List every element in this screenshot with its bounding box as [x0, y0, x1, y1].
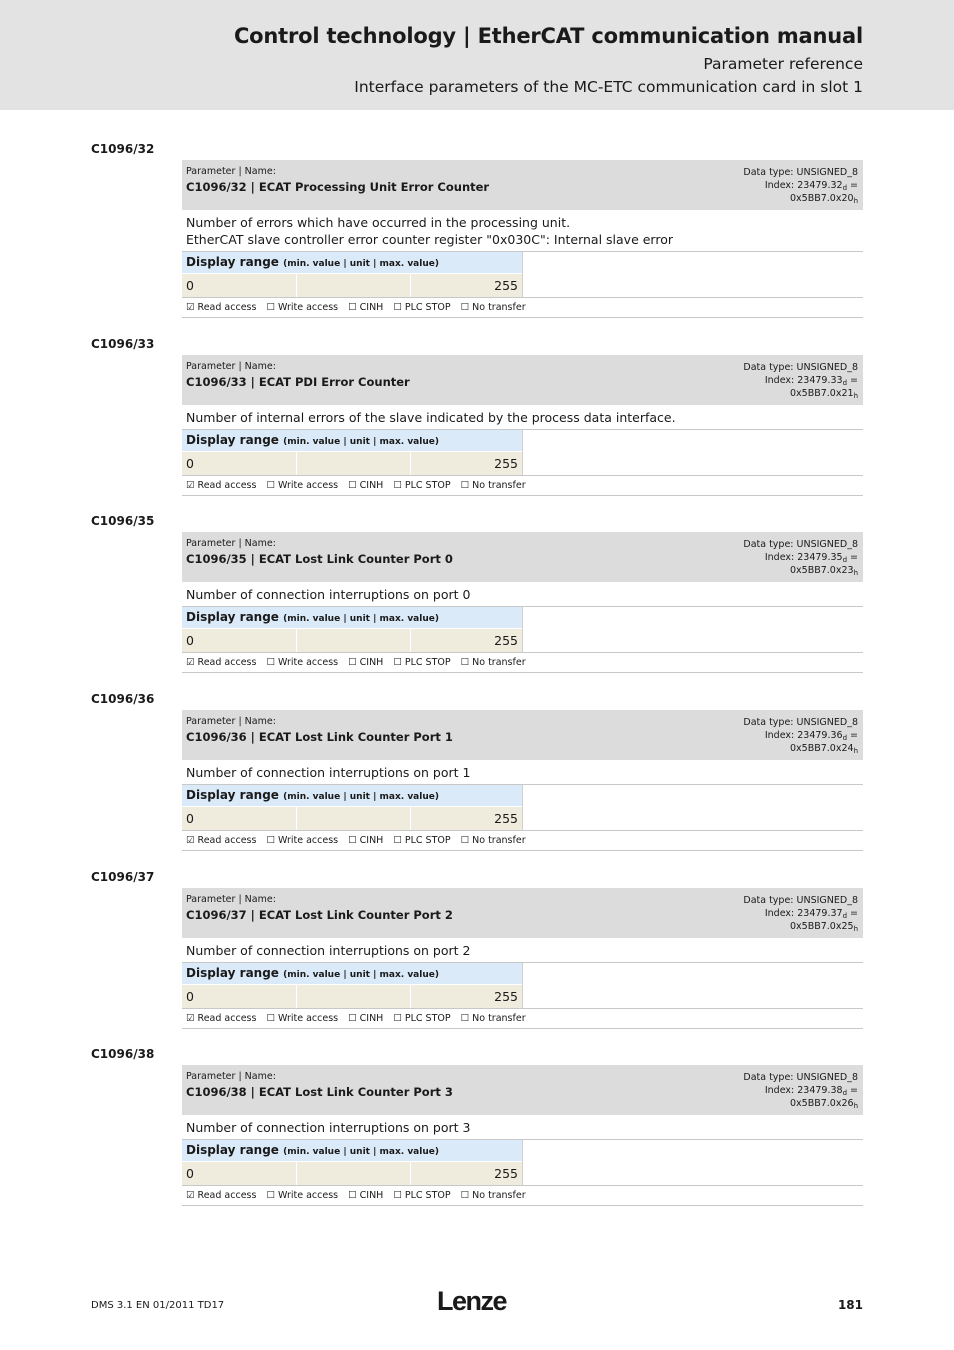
access-flags [182, 653, 863, 673]
range-unit [297, 985, 411, 1008]
param-code: C1096/37 [91, 870, 155, 884]
param-name: C1096/36 | ECAT Lost Link Counter Port 1 [186, 730, 453, 744]
param-name: C1096/38 | ECAT Lost Link Counter Port 3 [186, 1085, 453, 1099]
display-range [182, 252, 863, 298]
no-transfer-flag: ☐ No transfer [460, 1013, 526, 1024]
read-access-flag: ☑ Read access [186, 657, 257, 668]
range-min: 0 [182, 985, 297, 1008]
display-range [182, 607, 863, 653]
write-access-flag: ☐ Write access [266, 302, 339, 313]
display-range [182, 1140, 863, 1186]
param-code: C1096/33 [91, 337, 155, 351]
write-access-flag: ☐ Write access [266, 480, 339, 491]
display-range-header: Display range (min. value | unit | max. value) [182, 785, 522, 806]
param-header [182, 888, 863, 938]
read-access-flag: ☑ Read access [186, 835, 257, 846]
index-hex: $0x5BB7.0x21_h$ [789, 388, 858, 400]
param-code: C1096/32 [91, 142, 155, 156]
range-max: 255 [411, 629, 522, 652]
param-name-label: Parameter | Name: [186, 716, 276, 727]
cinh-flag: ☐ CINH [348, 657, 384, 668]
range-unit [297, 807, 411, 830]
data-type: Data type: UNSIGNED_8 [743, 895, 858, 906]
write-access-flag: ☐ Write access [266, 835, 339, 846]
param-header [182, 710, 863, 760]
index-decimal: Index: $23479.38_d$ = [764, 1085, 858, 1097]
no-transfer-flag: ☐ No transfer [460, 480, 526, 491]
param-name-label: Parameter | Name: [186, 166, 276, 177]
display-range [182, 430, 863, 476]
no-transfer-flag: ☐ No transfer [460, 657, 526, 668]
no-transfer-flag: ☐ No transfer [460, 1190, 526, 1201]
display-range-header: Display range (min. value | unit | max. value) [182, 963, 522, 984]
param-description: Number of internal errors of the slave indicated by the process data interface. [182, 405, 863, 430]
param-table [182, 710, 863, 851]
data-type-info [743, 716, 858, 755]
section-title: Interface parameters of the MC-ETC communication card in slot 1 [354, 78, 863, 96]
param-name: C1096/35 | ECAT Lost Link Counter Port 0 [186, 552, 453, 566]
data-type: Data type: UNSIGNED_8 [743, 1072, 858, 1083]
index-hex: $0x5BB7.0x24_h$ [789, 743, 858, 755]
param-header [182, 160, 863, 210]
plc-stop-flag: ☐ PLC STOP [393, 1013, 451, 1024]
data-type-info [743, 1071, 858, 1110]
index-hex: $0x5BB7.0x25_h$ [789, 921, 858, 933]
plc-stop-flag: ☐ PLC STOP [393, 302, 451, 313]
range-min: 0 [182, 807, 297, 830]
param-name-label: Parameter | Name: [186, 894, 276, 905]
cinh-flag: ☐ CINH [348, 480, 384, 491]
param-description: Number of connection interruptions on port 3 [182, 1115, 863, 1140]
range-unit [297, 274, 411, 297]
index-decimal: Index: $23479.36_d$ = [764, 730, 858, 742]
range-max: 255 [411, 807, 522, 830]
param-header [182, 1065, 863, 1115]
param-name: C1096/37 | ECAT Lost Link Counter Port 2 [186, 908, 453, 922]
param-name-label: Parameter | Name: [186, 538, 276, 549]
access-flags [182, 831, 863, 851]
data-type: Data type: UNSIGNED_8 [743, 167, 858, 178]
display-range-header: Display range (min. value | unit | max. value) [182, 1140, 522, 1161]
index-decimal: Index: $23479.37_d$ = [764, 908, 858, 920]
page-header [0, 0, 954, 110]
display-range [182, 785, 863, 831]
range-max: 255 [411, 1162, 522, 1185]
range-max: 255 [411, 985, 522, 1008]
data-type-info [743, 361, 858, 400]
data-type-info [743, 538, 858, 577]
param-name: C1096/33 | ECAT PDI Error Counter [186, 375, 410, 389]
access-flags [182, 298, 863, 318]
param-description: Number of errors which have occurred in the processing unit. EtherCAT slave controller error counter register "0x030C": Internal slave error [182, 210, 863, 252]
param-code: C1096/35 [91, 514, 155, 528]
range-min: 0 [182, 629, 297, 652]
page-number: 181 [837, 1298, 863, 1312]
param-table [182, 1065, 863, 1206]
index-hex: $0x5BB7.0x23_h$ [789, 565, 858, 577]
plc-stop-flag: ☐ PLC STOP [393, 1190, 451, 1201]
plc-stop-flag: ☐ PLC STOP [393, 835, 451, 846]
write-access-flag: ☐ Write access [266, 657, 339, 668]
cinh-flag: ☐ CINH [348, 1190, 384, 1201]
index-hex: $0x5BB7.0x26_h$ [789, 1098, 858, 1110]
data-type: Data type: UNSIGNED_8 [743, 717, 858, 728]
cinh-flag: ☐ CINH [348, 1013, 384, 1024]
read-access-flag: ☑ Read access [186, 1190, 257, 1201]
display-range [182, 963, 863, 1009]
param-table [182, 888, 863, 1029]
range-unit [297, 452, 411, 475]
param-name-label: Parameter | Name: [186, 361, 276, 372]
write-access-flag: ☐ Write access [266, 1190, 339, 1201]
display-range-header: Display range (min. value | unit | max. value) [182, 252, 522, 273]
param-header [182, 532, 863, 582]
document-id: DMS 3.1 EN 01/2011 TD17 [91, 1300, 225, 1311]
range-max: 255 [411, 274, 522, 297]
plc-stop-flag: ☐ PLC STOP [393, 657, 451, 668]
param-table [182, 160, 863, 318]
read-access-flag: ☑ Read access [186, 302, 257, 313]
cinh-flag: ☐ CINH [348, 835, 384, 846]
range-max: 255 [411, 452, 522, 475]
access-flags [182, 1186, 863, 1206]
cinh-flag: ☐ CINH [348, 302, 384, 313]
range-unit [297, 629, 411, 652]
range-unit [297, 1162, 411, 1185]
plc-stop-flag: ☐ PLC STOP [393, 480, 451, 491]
no-transfer-flag: ☐ No transfer [460, 835, 526, 846]
param-name-label: Parameter | Name: [186, 1071, 276, 1082]
param-description: Number of connection interruptions on port 0 [182, 582, 863, 607]
display-range-header: Display range (min. value | unit | max. value) [182, 430, 522, 451]
read-access-flag: ☑ Read access [186, 480, 257, 491]
range-min: 0 [182, 274, 297, 297]
data-type-info [743, 894, 858, 933]
range-min: 0 [182, 1162, 297, 1185]
param-table [182, 355, 863, 496]
param-code: C1096/38 [91, 1047, 155, 1061]
range-min: 0 [182, 452, 297, 475]
param-description: Number of connection interruptions on port 1 [182, 760, 863, 785]
access-flags [182, 1009, 863, 1029]
data-type: Data type: UNSIGNED_8 [743, 539, 858, 550]
read-access-flag: ☑ Read access [186, 1013, 257, 1024]
data-type: Data type: UNSIGNED_8 [743, 362, 858, 373]
param-table [182, 532, 863, 673]
data-type-info [743, 166, 858, 205]
param-code: C1096/36 [91, 692, 155, 706]
param-header [182, 355, 863, 405]
write-access-flag: ☐ Write access [266, 1013, 339, 1024]
no-transfer-flag: ☐ No transfer [460, 302, 526, 313]
index-decimal: Index: $23479.33_d$ = [764, 375, 858, 387]
lenze-logo: Lenze [437, 1286, 507, 1316]
access-flags [182, 476, 863, 496]
index-decimal: Index: $23479.32_d$ = [764, 180, 858, 192]
param-description: Number of connection interruptions on port 2 [182, 938, 863, 963]
param-name: C1096/32 | ECAT Processing Unit Error Counter [186, 180, 490, 194]
manual-title: Control technology | EtherCAT communication manual [233, 24, 863, 48]
chapter-title: Parameter reference [703, 55, 863, 73]
index-decimal: Index: $23479.35_d$ = [764, 552, 858, 564]
index-hex: $0x5BB7.0x20_h$ [789, 193, 858, 205]
display-range-header: Display range (min. value | unit | max. value) [182, 607, 522, 628]
